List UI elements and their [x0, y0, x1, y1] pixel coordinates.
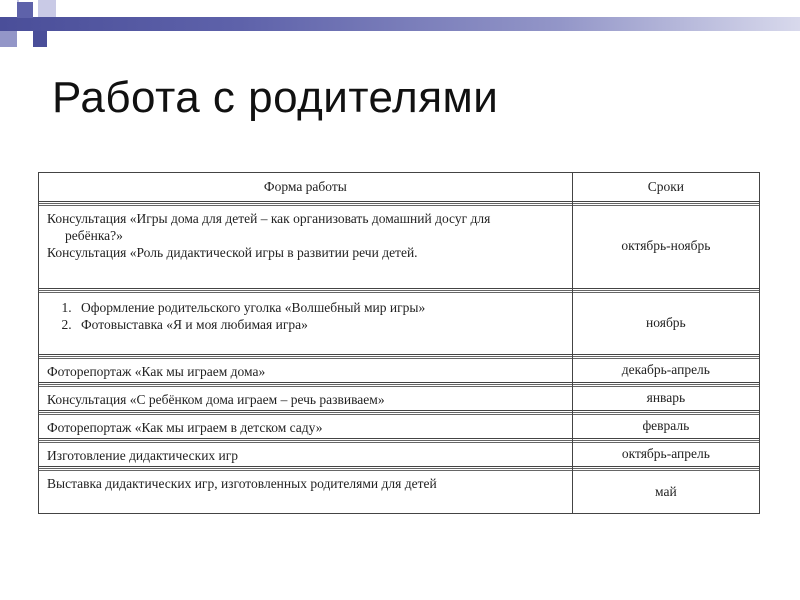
row-term: февраль [642, 418, 690, 433]
table-row [39, 383, 760, 411]
decorative-square [17, 2, 33, 18]
list-item: 1. Оформление родительского уголка «Волшебный мир игры» [75, 299, 564, 316]
row-term: ноябрь [646, 315, 686, 330]
table-row [39, 289, 760, 355]
column-header-term: Сроки [572, 173, 759, 202]
row-term: декабрь-апрель [621, 362, 710, 377]
table-row [39, 411, 760, 439]
table-row [39, 202, 760, 289]
table-row [39, 355, 760, 383]
decorative-header-bar [0, 17, 800, 31]
row-text: Фоторепортаж «Как мы играем в детском саду» [39, 412, 572, 438]
decorative-square [17, 31, 33, 47]
list-item: 2. Фотовыставка «Я и моя любимая игра» [75, 316, 564, 333]
table-header-row [39, 173, 760, 202]
row-text: Консультация «С ребёнком дома играем – речь развиваем» [39, 384, 572, 410]
row-text-line: Консультация «Игры дома для детей – как организовать домашний досуг для [47, 211, 491, 226]
row-text-line: Консультация «Роль дидактической игры в развитии речи детей. [47, 245, 418, 260]
work-plan-table [38, 172, 760, 514]
column-header-form: Форма работы [39, 173, 573, 202]
decorative-square [38, 0, 56, 17]
row-term: май [655, 483, 677, 499]
row-text: Выставка дидактических игр, изготовленных родителями для детей [39, 468, 572, 494]
row-text: Фоторепортаж «Как мы играем дома» [39, 356, 572, 382]
table-row [39, 439, 760, 467]
numbered-list [39, 293, 572, 335]
slide-title: Работа с родителями [52, 73, 499, 122]
decorative-square [0, 31, 17, 47]
row-term: октябрь-апрель [621, 446, 710, 461]
table-row [39, 467, 760, 514]
row-term: январь [646, 390, 686, 405]
row-term: октябрь-ноябрь [621, 238, 711, 253]
decorative-square [33, 31, 47, 47]
row-text-line: ребёнка?» [65, 228, 123, 243]
row-text: Изготовление дидактических игр [39, 440, 572, 466]
